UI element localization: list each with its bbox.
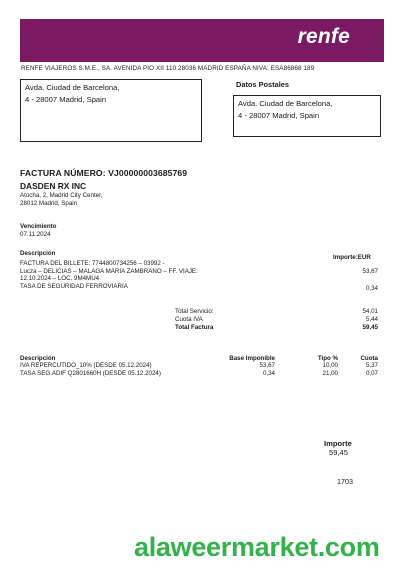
tax-row-amount: 0,07: [365, 369, 378, 377]
tax-header-amount: Cuota: [360, 355, 378, 362]
vat-value: 5,44: [365, 316, 378, 324]
line-item-1: FACTURA DEL BILLETE: 7744800734256 – 03992 -: [20, 260, 165, 267]
due-date-value: 07.11.2024: [20, 231, 51, 238]
tax-row-base: 53,67: [259, 362, 275, 369]
lines-description-header: Descripción: [20, 250, 56, 257]
tax-header-base: Base Imponible: [229, 355, 275, 362]
total-invoice-value: 59,45: [362, 324, 378, 332]
watermark-text: alaweermarket.com: [134, 532, 380, 562]
customer-name: DASDEN RX INC: [20, 181, 87, 191]
lines-amount-header: Importe:EUR: [333, 254, 371, 261]
address-line-2: 4 - 28007 Madrid, Spain: [25, 95, 107, 104]
line-item-2: Lucza – DELICIAS – MALAGA MARIA ZAMBRANO – FF. VIAJE:: [20, 267, 198, 275]
tax-column-description: [20, 362, 161, 377]
tax-column-rate: [323, 362, 338, 377]
postal-line-1: Avda. Ciudad de Barcelona,: [238, 99, 333, 108]
line-item-3: 12.10.2024 – LOC. 9M4MU4: [20, 275, 100, 282]
totals-values: [363, 308, 378, 333]
tax-row-rate: 21,00: [322, 369, 338, 377]
tax-row-desc: TASA SEG.ADIF Q2801660H (DESDE 05.12.2024): [20, 369, 161, 377]
line-amount-2: 0,34: [365, 285, 378, 292]
postal-address-box: [233, 95, 381, 137]
total-service-label: Total Servicio:: [175, 308, 214, 315]
total-service-value: 54,01: [362, 308, 378, 315]
postal-data-title: Datos Postales: [236, 80, 289, 89]
line-amount-1: 53,67: [362, 268, 378, 275]
tax-row-rate: 10,00: [322, 362, 338, 369]
company-info: RENFE VIAJEROS S.M.E., SA. AVENIDA PIO XII 110 28036 MADRID ESPAÑA NIVA: ESA86868 189: [21, 65, 315, 72]
tax-row-base: 0,34: [262, 369, 275, 377]
postal-line-2: 4 - 28007 Madrid, Spain: [238, 111, 320, 120]
address-box: [20, 79, 202, 142]
tax-row-amount: 5,37: [365, 362, 378, 369]
invoice-lines: [20, 260, 198, 290]
customer-address-line-1: Atocha, 2, Madrid City Center,: [20, 192, 103, 199]
renfe-header-bar: [20, 19, 384, 62]
address-line-1: Avda. Ciudad de Barcelona,: [25, 83, 120, 92]
tax-column-base: [260, 362, 275, 377]
tax-row-desc: IVA REPERCUTIDO_10% (DESDE 05.12.2024): [20, 362, 152, 369]
final-amount-value: 59,45: [329, 448, 349, 457]
total-invoice-label: Total Factura: [175, 324, 214, 332]
totals-labels: [175, 308, 214, 333]
tax-column-amount: [366, 362, 378, 377]
customer-address-line-2: 28012 Madrid, Spain: [20, 199, 78, 207]
customer-address: [20, 192, 103, 207]
due-date-label: Vencimiento: [20, 223, 57, 230]
tax-header-rate: Tipo %: [317, 355, 338, 362]
vat-label: Cuota IVA: [175, 316, 203, 324]
tax-header-description: Descripción: [20, 355, 56, 362]
line-item-4: TASA DE SEGURIDAD FERROVIARIA: [20, 282, 128, 290]
document-code: 1703: [337, 477, 353, 486]
final-amount-label: Importe: [324, 439, 352, 448]
renfe-logo: renfe: [297, 25, 350, 48]
invoice-number: FACTURA NÚMERO: VJ00000003685769: [20, 168, 188, 178]
